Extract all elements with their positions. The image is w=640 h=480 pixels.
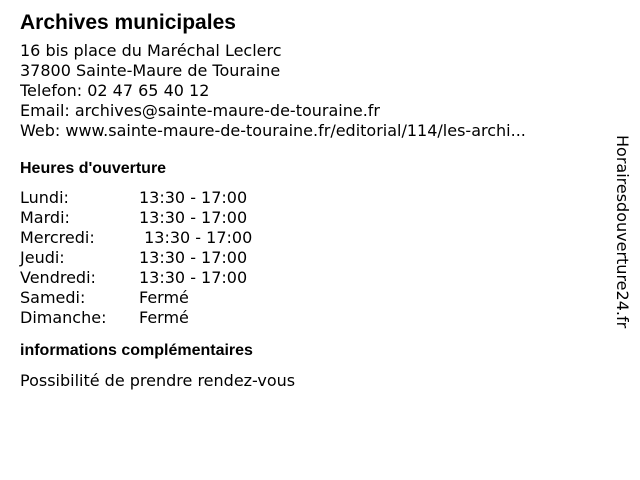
- day-hours: 13:30 - 17:00: [139, 248, 248, 267]
- hours-row: [20, 208, 252, 228]
- hours-row: [20, 288, 252, 308]
- info-text: Possibilité de prendre rendez-vous: [20, 371, 296, 390]
- day-hours: Fermé: [139, 308, 189, 327]
- info-heading: informations complémentaires: [20, 342, 253, 359]
- day-label: Jeudi:: [20, 248, 65, 267]
- hours-row: [20, 228, 252, 248]
- hours-row: [20, 188, 252, 208]
- hours-heading: Heures d'ouverture: [20, 160, 167, 177]
- hours-row: [20, 308, 252, 328]
- day-label: Lundi:: [20, 188, 69, 207]
- phone-line: Telefon: 02 47 65 40 12: [20, 81, 210, 100]
- brand-watermark: Horairesdouverture24.fr: [613, 135, 632, 329]
- day-label: Mercredi:: [20, 228, 95, 247]
- contact-block: [20, 41, 600, 141]
- day-label: Dimanche:: [20, 308, 107, 327]
- place-name: Archives municipales: [20, 11, 236, 34]
- hours-row: [20, 268, 252, 288]
- address-street: 16 bis place du Maréchal Leclerc: [20, 41, 282, 60]
- day-hours: 13:30 - 17:00: [139, 228, 253, 247]
- day-label: Vendredi:: [20, 268, 96, 287]
- day-label: Samedi:: [20, 288, 86, 307]
- place-card: [20, 10, 600, 391]
- hours-table: [20, 188, 252, 328]
- email-line: Email: archives@sainte-maure-de-touraine.fr: [20, 101, 381, 120]
- day-label: Mardi:: [20, 208, 70, 227]
- website-line: Web: www.sainte-maure-de-touraine.fr/editorial/114/les-archi...: [20, 121, 526, 140]
- address-city: 37800 Sainte-Maure de Touraine: [20, 61, 281, 80]
- day-hours: 13:30 - 17:00: [139, 268, 248, 287]
- day-hours: 13:30 - 17:00: [139, 208, 248, 227]
- hours-row: [20, 248, 252, 268]
- day-hours: 13:30 - 17:00: [139, 188, 248, 207]
- day-hours: Fermé: [139, 288, 189, 307]
